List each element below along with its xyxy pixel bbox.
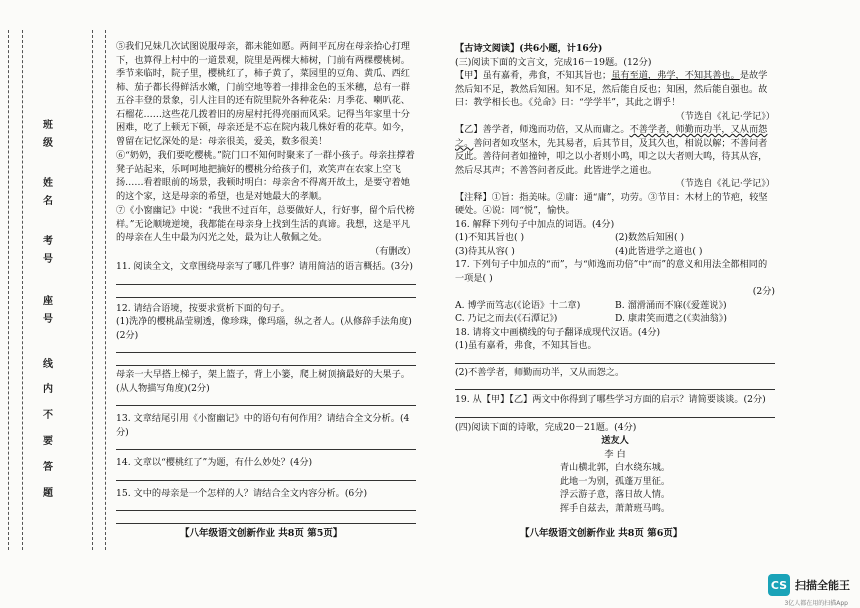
passage-yi-text-rest: 善问者如攻坚木，先其易者，后其节目，及其久也，相说以解；不善问者反此。善待问者如撞钟，叩之以小者则小鸣，叩之以大者则大鸣，待其从容，然后尽其声；不善答问者反此。此皆进学之道也。 bbox=[455, 137, 768, 176]
option-d[interactable]: D. 康肃笑而遣之(《卖油翁》) bbox=[615, 313, 727, 324]
binding-label: 班 bbox=[43, 120, 53, 131]
question-18-2: (2)不善学者，师勤而功半，又从而怨之。 bbox=[455, 366, 625, 378]
question-12-1: (1)洗净的樱桃晶莹剔透，像珍珠，像玛瑙，纵之者人。(从修辞手法角度)(2分) bbox=[116, 316, 412, 341]
binding-label: 不 bbox=[43, 410, 53, 421]
poem-line: 青山横北郭，白水绕东城。 bbox=[559, 462, 671, 473]
paragraph-7: ⑦《小窗幽记》中说：“我世不过百年，总要做好人，行好事，留个后代榜样。”无论顺境逆境，我都能在母亲身上找到生活的真谛。我想，这是平凡的母亲在人生中最为闪光之处，最为让人敬佩之处。 bbox=[116, 205, 415, 243]
source-note: （节选自《礼记·学记》） bbox=[675, 110, 775, 122]
option-c[interactable]: C. 乃记之而去(《石潭记》) bbox=[455, 313, 558, 324]
answer-line[interactable] bbox=[455, 407, 775, 418]
answer-line[interactable] bbox=[116, 342, 416, 353]
passage-jia-text: 虽有嘉肴，弗食，不知其旨也； bbox=[482, 70, 612, 81]
question-15: 15. 文中的母亲是一个怎样的人？请结合全文内容分析。(6分) bbox=[116, 487, 368, 499]
question-14: 14. 文章以“樱桃红了”为题，有什么妙处？(4分) bbox=[116, 457, 313, 468]
question-16-4[interactable]: (4)此皆进学之道也( ) bbox=[615, 245, 703, 257]
scanner-watermark bbox=[768, 574, 850, 607]
binding-label: 号 bbox=[43, 314, 53, 325]
binding-strip bbox=[8, 30, 108, 550]
binding-label: 级 bbox=[43, 138, 53, 149]
question-16: 16. 解释下列句子中加点的词语。(4分) bbox=[455, 218, 615, 230]
option-a[interactable]: A. 博学而笃志(《论语》十二章) bbox=[455, 299, 581, 311]
answer-line[interactable] bbox=[455, 379, 775, 390]
binding-label: 答 bbox=[43, 462, 53, 473]
source-note: （有删改） bbox=[370, 245, 416, 257]
question-18-1: (1)虽有嘉肴，弗食，不知其旨也。 bbox=[455, 340, 597, 351]
passage-yi-text: 善学者，师逸而功倍，又从而庸之。 bbox=[482, 124, 630, 135]
question-16-items bbox=[455, 231, 775, 258]
page-footer-left: 【八年级语文创新作业 共8页 第5页】 bbox=[180, 528, 343, 539]
paragraph-6: ⑥“奶奶，我们要吃樱桃。”院门口不知何时聚来了一群小孩子。母亲拄撑着凳子站起来，乐呵呵地把摘好的樱桃分给孩子们，欢笑声在农家上空飞扬……看着眼前的场景，我顿时明白：母亲舍不得离开故土，是要守着她的这个家，这是母亲的希望，也是对她最大的孝顺。 bbox=[116, 150, 415, 202]
question-16-2[interactable]: (2)数然后知困( ) bbox=[615, 232, 685, 243]
watermark-tagline: 3亿人都在用的扫描App bbox=[784, 600, 848, 607]
right-column bbox=[455, 42, 775, 515]
passage-jia-label: 【甲】 bbox=[455, 70, 483, 81]
binding-label: 内 bbox=[43, 384, 53, 395]
question-11: 11. 阅读全文，文章围绕母亲写了哪几件事？请用简洁的语言概括。(3分) bbox=[116, 261, 413, 272]
section-heading: 【古诗文阅读】(共6小题，计16分) bbox=[455, 43, 603, 54]
poem-author: 李 白 bbox=[604, 448, 626, 460]
binding-label: 号 bbox=[43, 254, 53, 265]
answer-line[interactable] bbox=[116, 287, 416, 298]
question-16-1[interactable]: (1)不知其旨也( ) bbox=[455, 232, 525, 243]
answer-line[interactable] bbox=[116, 274, 416, 285]
binding-label: 题 bbox=[43, 488, 53, 499]
paragraph-5: ⑤我们兄妹几次试图说服母亲，都未能如愿。两间平瓦房在母亲拾心打理下，也算得上村中的一道景观，院里是两棵大柿树，门前有两棵樱桃树。季节来临时，院子里，樱桃红了，柿子黄了，菜园里的豆角、黄瓜、西红柿、茄子都长得鲜活水嫩，门前空地等着一排排金色的玉米穗，总有一群五谷丰登的景象，引人注目的还有院里院外各种花朵：月季花、喇叭花、石榴花……这些花几拨着旧的房屋村托得亮丽而风采。记得当年家里十分困难，吃了上顿无下顿，母亲还是不忘在院内栽几株好看的花草。如今，曾留在记忆深处的是：母亲很美，爱美，数多很美！ bbox=[116, 41, 410, 147]
camscanner-logo-icon: CS bbox=[768, 574, 790, 596]
question-13: 13. 文章结尾引用《小窗幽记》中的语句有何作用？请结合全文分析。(4分) bbox=[116, 413, 410, 438]
question-19: 19. 从【甲】【乙】两文中你得到了哪些学习方面的启示？请简要谈谈。(2分) bbox=[455, 394, 766, 405]
answer-line[interactable] bbox=[116, 395, 416, 406]
answer-line[interactable] bbox=[116, 500, 416, 511]
binding-label: 名 bbox=[43, 196, 53, 207]
binding-label: 线 bbox=[43, 359, 53, 370]
annotations: 【注释】①旨：指美味。②庸：通“庸”，功劳。③节目：木材上的节疤，较坚硬处。④说：同“悦”，愉快。 bbox=[455, 191, 768, 216]
subsection-4: (四)阅读下面的诗歌，完成20－21题。(4分) bbox=[455, 421, 637, 433]
answer-line[interactable] bbox=[116, 513, 416, 524]
passage-jia bbox=[455, 69, 775, 110]
question-12: 12. 请结合语境，按要求赏析下面的句子。 bbox=[116, 302, 290, 314]
passage-yi-underlined: 不善学者，师勤而功半，又从而怨之。 bbox=[455, 124, 768, 149]
binding-label: 座 bbox=[43, 296, 53, 307]
poem-line: 挥手自兹去，萧萧班马鸣。 bbox=[559, 502, 671, 514]
passage-jia-underlined: 虽有至道，弗学，不知其善也。 bbox=[611, 70, 740, 81]
left-column bbox=[116, 40, 416, 526]
source-note: （节选自《礼记·学记》） bbox=[675, 178, 775, 189]
question-12-2: 母亲一大早搭上梯子，架上篮子，背上小篓，爬上树顶摘最好的大果子。(从人物描写角度)(2分) bbox=[116, 369, 410, 394]
answer-line[interactable] bbox=[116, 470, 416, 481]
poem-line: 浮云游子意，落日故人情。 bbox=[559, 489, 671, 500]
answer-line[interactable] bbox=[455, 353, 775, 364]
option-b[interactable]: B. 溜滑涌而不寐(《爱莲说》) bbox=[615, 299, 727, 311]
subsection-3: (三)阅读下面的文言文，完成16－19题。(12分) bbox=[455, 56, 652, 68]
page-footer-right: 【八年级语文创新作业 共8页 第6页】 bbox=[520, 528, 683, 539]
watermark-name: 扫描全能王 bbox=[795, 579, 850, 592]
question-16-3[interactable]: (3)待其从容( ) bbox=[455, 245, 515, 257]
binding-label: 考 bbox=[43, 236, 53, 247]
passage-yi bbox=[455, 123, 775, 177]
answer-line[interactable] bbox=[116, 355, 416, 366]
question-17-options bbox=[455, 299, 775, 326]
answer-line[interactable] bbox=[116, 439, 416, 450]
binding-label: 姓 bbox=[43, 178, 53, 189]
poem-title: 送友人 bbox=[601, 435, 629, 446]
question-17-score: (2分) bbox=[752, 286, 775, 297]
question-18: 18. 请将文中画横线的句子翻译成现代汉语。(4分) bbox=[455, 326, 661, 338]
question-17: 17. 下列句子中加点的“而”，与“师逸而功倍”中“而”的意义和用法全都相同的一项是( ) bbox=[455, 259, 768, 284]
passage-yi-label: 【乙】 bbox=[455, 124, 483, 135]
binding-label: 要 bbox=[43, 436, 53, 447]
poem-line: 此地一为别，孤蓬万里征。 bbox=[559, 475, 671, 487]
passage-jia-text-rest: 是故学然后知不足，教然后知困。知不足，然后能自反也；知困，然后能自强也。故曰：教学相长也。《兑命》曰：“学学半”，其此之谓乎！ bbox=[455, 70, 768, 108]
